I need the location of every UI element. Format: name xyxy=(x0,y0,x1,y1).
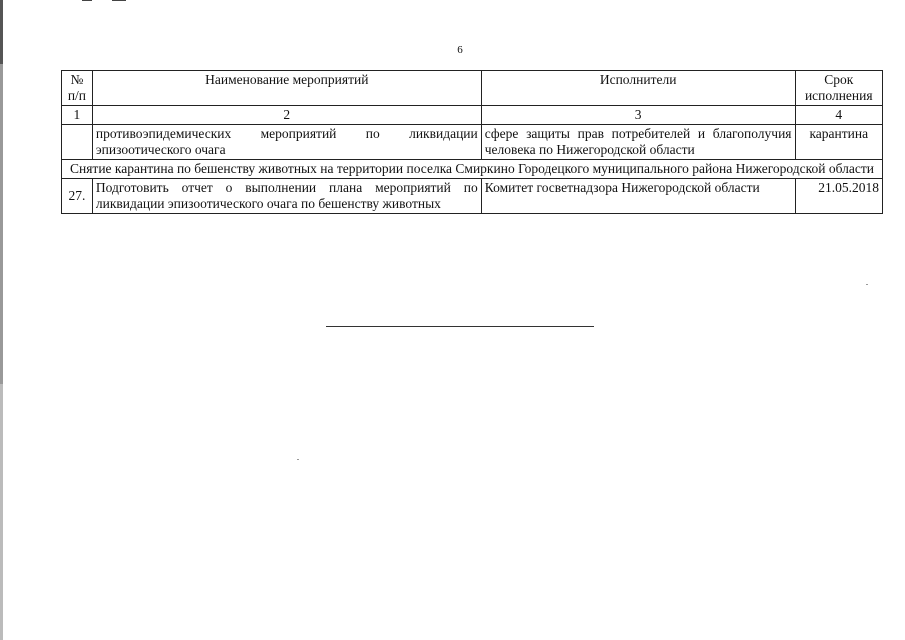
scan-mark xyxy=(112,0,126,1)
section-header-row xyxy=(62,160,883,179)
measures-table xyxy=(61,70,883,214)
column-number-row xyxy=(62,106,883,125)
section-title: Снятие карантина по бешенству животных на территории поселка Смиркино Городецкого муниципального района Нижегородской области xyxy=(62,160,883,179)
column-number: 1 xyxy=(62,106,93,125)
table-row xyxy=(62,179,883,214)
scan-speck xyxy=(866,284,868,285)
header-name: Наименование мероприятий xyxy=(92,71,481,106)
page-number: 6 xyxy=(457,44,463,56)
row-num xyxy=(62,125,93,160)
end-of-document-rule xyxy=(326,326,594,327)
continued-row xyxy=(62,125,883,160)
column-number: 4 xyxy=(795,106,882,125)
scan-mark xyxy=(82,0,92,1)
row-executors: Комитет госветнадзора Нижегородской области xyxy=(481,179,795,214)
header-row xyxy=(62,71,883,106)
header-num: № п/п xyxy=(62,71,93,106)
row-deadline: карантина xyxy=(795,125,882,160)
scan-speck xyxy=(297,459,299,460)
row-name: противоэпидемических мероприятий по ликвидации эпизоотического очага xyxy=(92,125,481,160)
scan-left-edge xyxy=(0,0,3,640)
header-executors: Исполнители xyxy=(481,71,795,106)
column-number: 2 xyxy=(92,106,481,125)
row-num: 27. xyxy=(62,179,93,214)
column-number: 3 xyxy=(481,106,795,125)
row-deadline: 21.05.2018 xyxy=(795,179,882,214)
row-executors: сфере защиты прав потребителей и благополучия человека по Нижегородской области xyxy=(481,125,795,160)
row-name: Подготовить отчет о выполнении плана мероприятий по ликвидации эпизоотического очага по бешенству животных xyxy=(92,179,481,214)
header-deadline: Срок исполнения xyxy=(795,71,882,106)
